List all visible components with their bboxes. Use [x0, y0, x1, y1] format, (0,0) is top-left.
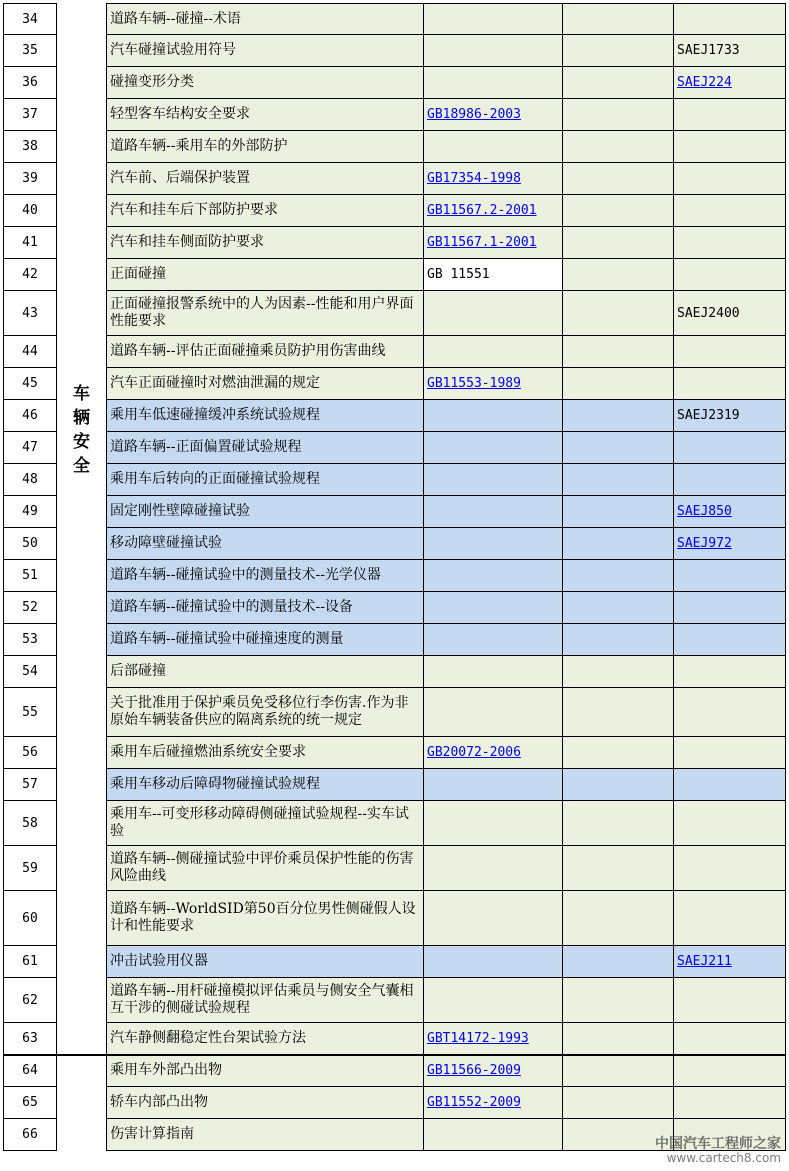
- table-row: [4, 801, 786, 846]
- row-number: 62: [4, 978, 57, 1023]
- standard-name: 汽车前、后端保护装置: [107, 163, 424, 195]
- standard-name: 移动障壁碰撞试验: [107, 528, 424, 560]
- watermark: [655, 1137, 781, 1165]
- row-number: 61: [4, 946, 57, 978]
- gb-standard-cell: [424, 227, 563, 259]
- gb-standard-cell: [424, 291, 563, 336]
- table-row: [4, 336, 786, 368]
- gb-standard-cell: [424, 688, 563, 737]
- row-number: 49: [4, 496, 57, 528]
- standard-cell-empty: [563, 978, 674, 1023]
- standard-cell-empty: [563, 464, 674, 496]
- category-cell-empty: [57, 1119, 107, 1151]
- row-number: 58: [4, 801, 57, 846]
- sae-standard-cell: [674, 769, 786, 801]
- standard-cell-empty: [563, 528, 674, 560]
- sae-standard-cell: [674, 368, 786, 400]
- standard-cell-empty: [563, 195, 674, 227]
- row-number: 46: [4, 400, 57, 432]
- row-number: 52: [4, 592, 57, 624]
- row-number: 39: [4, 163, 57, 195]
- standard-cell-empty: [563, 560, 674, 592]
- gb-standard-link[interactable]: GB11553-1989: [427, 376, 521, 391]
- sae-standard-link[interactable]: SAEJ211: [677, 954, 732, 969]
- row-number: 60: [4, 891, 57, 946]
- sae-standard-cell: SAEJ2319: [674, 400, 786, 432]
- gb-standard-link[interactable]: GBT14172-1993: [427, 1030, 529, 1046]
- standard-cell-empty: [563, 891, 674, 946]
- gb-standard-cell: [424, 592, 563, 624]
- sae-standard-cell: [674, 946, 786, 978]
- standard-name: 关于批准用于保护乘员免受移位行李伤害.作为非原始车辆装备供应的隔离系统的统一规定: [107, 688, 424, 737]
- table-row: [4, 978, 786, 1023]
- standard-name: 道路车辆--乘用车的外部防护: [107, 131, 424, 163]
- gb-standard-cell: [424, 528, 563, 560]
- gb-standard-cell: [424, 769, 563, 801]
- table-row: [4, 4, 786, 35]
- sae-standard-cell: [674, 4, 786, 35]
- table-row: [4, 560, 786, 592]
- standard-cell-empty: [563, 688, 674, 737]
- gb-standard-cell: [424, 368, 563, 400]
- row-number: 56: [4, 737, 57, 769]
- standard-cell-empty: [563, 99, 674, 131]
- gb-standard-cell: [424, 1055, 563, 1087]
- table-row: [4, 1087, 786, 1119]
- gb-standard-cell: [424, 1119, 563, 1151]
- standard-cell-empty: [563, 131, 674, 163]
- standard-cell-empty: [563, 592, 674, 624]
- standard-name: 道路车辆--正面偏置碰试验规程: [107, 432, 424, 464]
- standard-name: 道路车辆--碰撞--术语: [107, 4, 424, 35]
- table-row: [4, 946, 786, 978]
- standard-name: 道路车辆--WorldSID第50百分位男性侧碰假人设计和性能要求: [107, 891, 424, 946]
- gb-standard-cell: [424, 67, 563, 99]
- row-number: 47: [4, 432, 57, 464]
- standard-name: 道路车辆--碰撞试验中的测量技术--光学仪器: [107, 560, 424, 592]
- row-number: 55: [4, 688, 57, 737]
- watermark-url: www.cartech8.com: [666, 1151, 781, 1165]
- gb-standard-link[interactable]: GB11566-2009: [427, 1063, 521, 1079]
- standard-name: 道路车辆--评估正面碰撞乘员防护用伤害曲线: [107, 336, 424, 368]
- standards-table: [3, 3, 786, 1151]
- table-row: [4, 496, 786, 528]
- gb-standard-cell: [424, 464, 563, 496]
- sae-standard-cell: SAEJ2400: [674, 291, 786, 336]
- standard-cell-empty: [563, 368, 674, 400]
- gb-standard-cell: [424, 99, 563, 131]
- gb-standard-cell: [424, 737, 563, 769]
- sae-standard-cell: [674, 656, 786, 688]
- table-row: [4, 291, 786, 336]
- row-number: 36: [4, 67, 57, 99]
- row-number: 50: [4, 528, 57, 560]
- gb-standard-cell: [424, 560, 563, 592]
- table-row: [4, 35, 786, 67]
- category-char: 全: [73, 455, 90, 476]
- table-row: [4, 769, 786, 801]
- standard-cell-empty: [563, 1055, 674, 1087]
- table-row: [4, 67, 786, 99]
- standard-cell-empty: [563, 624, 674, 656]
- sae-standard-cell: [674, 978, 786, 1023]
- row-number: 53: [4, 624, 57, 656]
- standard-cell-empty: [563, 291, 674, 336]
- gb-standard-cell: [424, 432, 563, 464]
- gb-standard-link[interactable]: GB11567.1-2001: [427, 235, 537, 250]
- standard-cell-empty: [563, 846, 674, 891]
- table-row: [4, 432, 786, 464]
- row-number: 51: [4, 560, 57, 592]
- table-row: [4, 592, 786, 624]
- table-row: [4, 891, 786, 946]
- row-number: 38: [4, 131, 57, 163]
- standard-name: 汽车正面碰撞时对燃油泄漏的规定: [107, 368, 424, 400]
- row-number: 42: [4, 259, 57, 291]
- standard-name: 正面碰撞报警系统中的人为因素--性能和用户界面性能要求: [107, 291, 424, 336]
- category-char: 安: [73, 431, 90, 452]
- standard-name: 汽车碰撞试验用符号: [107, 35, 424, 67]
- sae-standard-cell: [674, 336, 786, 368]
- standard-cell-empty: [563, 67, 674, 99]
- row-number: 40: [4, 195, 57, 227]
- sae-standard-cell: [674, 67, 786, 99]
- standard-name: 乘用车后碰撞燃油系统安全要求: [107, 737, 424, 769]
- standard-name: 正面碰撞: [107, 259, 424, 291]
- sae-standard-cell: [674, 801, 786, 846]
- sae-standard-cell: [674, 528, 786, 560]
- standard-name: 道路车辆--碰撞试验中碰撞速度的测量: [107, 624, 424, 656]
- gb-standard-cell: [424, 624, 563, 656]
- sae-standard-link[interactable]: SAEJ224: [677, 75, 732, 90]
- row-number: 63: [4, 1023, 57, 1055]
- standard-name: 固定刚性壁障碰撞试验: [107, 496, 424, 528]
- row-number: 66: [4, 1119, 57, 1151]
- gb-standard-cell: [424, 400, 563, 432]
- table-row: [4, 528, 786, 560]
- category-cell: [57, 4, 107, 1055]
- sae-standard-cell: [674, 1087, 786, 1119]
- row-number: 35: [4, 35, 57, 67]
- gb-standard-link[interactable]: GB11552-2009: [427, 1095, 521, 1110]
- table-row: [4, 464, 786, 496]
- gb-standard-cell: [424, 801, 563, 846]
- standard-name: 汽车静侧翻稳定性台架试验方法: [107, 1023, 424, 1055]
- gb-standard-cell: [424, 978, 563, 1023]
- row-number: 57: [4, 769, 57, 801]
- row-number: 34: [4, 4, 57, 35]
- table-row: [4, 846, 786, 891]
- standard-name: 乘用车外部凸出物: [107, 1055, 424, 1087]
- category-cell-empty: [57, 1087, 107, 1119]
- gb-standard-cell: [424, 1023, 563, 1055]
- standard-cell-empty: [563, 163, 674, 195]
- table-row: [4, 688, 786, 737]
- row-number: 45: [4, 368, 57, 400]
- standard-name: 轻型客车结构安全要求: [107, 99, 424, 131]
- standard-name: 伤害计算指南: [107, 1119, 424, 1151]
- gb-standard-link[interactable]: GB18986-2003: [427, 107, 521, 122]
- sae-standard-cell: [674, 1023, 786, 1055]
- gb-standard-cell: [424, 891, 563, 946]
- sae-standard-link[interactable]: SAEJ850: [677, 504, 732, 519]
- gb-standard-link[interactable]: GB11567.2-2001: [427, 203, 537, 218]
- sae-standard-cell: [674, 846, 786, 891]
- row-number: 37: [4, 99, 57, 131]
- sae-standard-cell: [674, 99, 786, 131]
- standard-name: 乘用车移动后障碍物碰撞试验规程: [107, 769, 424, 801]
- standard-cell-empty: [563, 336, 674, 368]
- sae-standard-cell: [674, 1055, 786, 1087]
- gb-standard-cell: [424, 846, 563, 891]
- table-row: [4, 195, 786, 227]
- sae-standard-cell: [674, 464, 786, 496]
- standard-cell-empty: [563, 769, 674, 801]
- category-char: 车: [73, 383, 90, 404]
- standard-name: 冲击试验用仪器: [107, 946, 424, 978]
- standard-cell-empty: [563, 35, 674, 67]
- table-row: [4, 131, 786, 163]
- sae-standard-cell: [674, 131, 786, 163]
- table-row: [4, 1023, 786, 1055]
- standard-cell-empty: [563, 801, 674, 846]
- table-row: [4, 163, 786, 195]
- row-number: 65: [4, 1087, 57, 1119]
- table-row: [4, 737, 786, 769]
- standard-name: 轿车内部凸出物: [107, 1087, 424, 1119]
- gb-standard-cell: [424, 35, 563, 67]
- table-row: [4, 1055, 786, 1087]
- row-number: 54: [4, 656, 57, 688]
- sae-standard-cell: [674, 163, 786, 195]
- sae-standard-cell: [674, 592, 786, 624]
- sae-standard-cell: [674, 227, 786, 259]
- gb-standard-cell: [424, 163, 563, 195]
- row-number: 59: [4, 846, 57, 891]
- gb-standard-cell: [424, 496, 563, 528]
- sae-standard-link[interactable]: SAEJ972: [677, 536, 732, 551]
- row-number: 44: [4, 336, 57, 368]
- standard-name: 乘用车后转向的正面碰撞试验规程: [107, 464, 424, 496]
- gb-standard-link[interactable]: GB17354-1998: [427, 171, 521, 186]
- row-number: 48: [4, 464, 57, 496]
- category-char: 辆: [73, 407, 90, 428]
- sae-standard-cell: [674, 688, 786, 737]
- category-cell-empty: [57, 1055, 107, 1087]
- sae-standard-cell: [674, 496, 786, 528]
- standard-name: 碰撞变形分类: [107, 67, 424, 99]
- table-row: [4, 656, 786, 688]
- sae-standard-cell: [674, 560, 786, 592]
- standard-name: 乘用车低速碰撞缓冲系统试验规程: [107, 400, 424, 432]
- sae-standard-cell: [674, 432, 786, 464]
- gb-standard-cell: [424, 946, 563, 978]
- standard-cell-empty: [563, 1087, 674, 1119]
- gb-standard-cell: GB 11551: [424, 259, 563, 291]
- row-number: 41: [4, 227, 57, 259]
- table-row: [4, 624, 786, 656]
- gb-standard-cell: [424, 336, 563, 368]
- table-row: [4, 368, 786, 400]
- standard-name: 汽车和挂车后下部防护要求: [107, 195, 424, 227]
- standard-name: 道路车辆--碰撞试验中的测量技术--设备: [107, 592, 424, 624]
- standard-name: 道路车辆--侧碰撞试验中评价乘员保护性能的伤害风险曲线: [107, 846, 424, 891]
- standard-name: 汽车和挂车侧面防护要求: [107, 227, 424, 259]
- standard-name: 后部碰撞: [107, 656, 424, 688]
- sae-standard-cell: SAEJ1733: [674, 35, 786, 67]
- sae-standard-cell: [674, 891, 786, 946]
- watermark-title: 中国汽车工程师之家: [655, 1136, 781, 1152]
- table-row: [4, 259, 786, 291]
- standard-name: 道路车辆--用杆碰撞模拟评估乘员与侧安全气囊相互干涉的侧碰试验规程: [107, 978, 424, 1023]
- standard-cell-empty: [563, 4, 674, 35]
- sae-standard-cell: [674, 259, 786, 291]
- table-row: [4, 400, 786, 432]
- gb-standard-cell: [424, 195, 563, 227]
- standard-cell-empty: [563, 259, 674, 291]
- standard-cell-empty: [563, 1023, 674, 1055]
- row-number: 64: [4, 1055, 57, 1087]
- standard-cell-empty: [563, 656, 674, 688]
- standard-cell-empty: [563, 227, 674, 259]
- gb-standard-cell: [424, 656, 563, 688]
- row-number: 43: [4, 291, 57, 336]
- standard-name: 乘用车--可变形移动障碍侧碰撞试验规程--实车试验: [107, 801, 424, 846]
- standard-cell-empty: [563, 432, 674, 464]
- gb-standard-cell: [424, 4, 563, 35]
- sae-standard-cell: [674, 195, 786, 227]
- table-row: [4, 227, 786, 259]
- standard-cell-empty: [563, 737, 674, 769]
- standard-cell-empty: [563, 400, 674, 432]
- standard-cell-empty: [563, 946, 674, 978]
- sae-standard-cell: [674, 737, 786, 769]
- gb-standard-cell: [424, 131, 563, 163]
- table-row: [4, 99, 786, 131]
- standard-cell-empty: [563, 496, 674, 528]
- gb-standard-link[interactable]: GB20072-2006: [427, 745, 521, 760]
- gb-standard-cell: [424, 1087, 563, 1119]
- sae-standard-cell: [674, 624, 786, 656]
- table-body: [4, 4, 786, 1151]
